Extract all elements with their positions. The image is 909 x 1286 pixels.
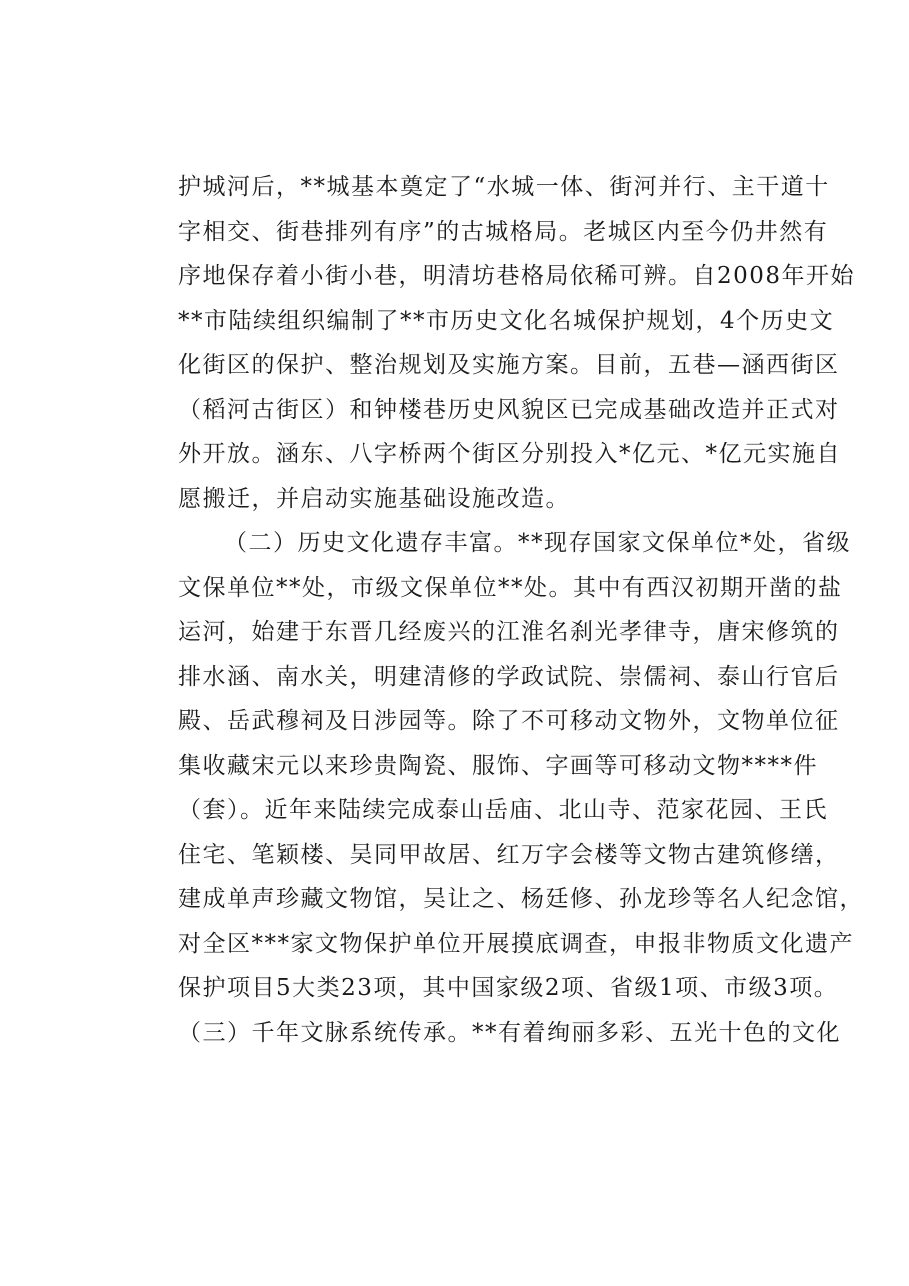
text-line: 保护项目5大类23项，其中国家级2项、省级1项、市级3项。 (178, 975, 839, 1001)
text-line: （稻河古街区）和钟楼巷历史风貌区已完成基础改造并正式对 (178, 396, 840, 423)
paragraph-heading-line: （二）历史文化遗存丰富。**现存国家文保单位*处，省级 (224, 530, 851, 556)
text-line: 护城河后，**城基本奠定了“水城一体、街河并行、主干道十 (178, 174, 830, 200)
text-line: 对全区***家文物保护单位开展摸底调查，申报非物质文化遗产 (178, 930, 854, 957)
paragraph-heading-line: （三）千年文脉系统传承。**有着绚丽多彩、五光十色的文化 (178, 1019, 841, 1046)
text-line: 字相交、街巷排列有序”的古城格局。老城区内至今仍井然有 (178, 218, 829, 245)
text-line: 愿搬迁，并启动实施基础设施改造。 (178, 485, 570, 512)
text-line: 运河，始建于东晋几经废兴的江淮名刹光孝律寺，唐宋修筑的 (178, 619, 840, 645)
text-line: 化街区的保护、整治规划及实施方案。目前，五巷—涵西街区 (178, 352, 840, 378)
text-line: 建成单声珍藏文物馆，吴让之、杨廷修、孙龙珍等名人纪念馆， (178, 886, 864, 912)
text-line: 殿、岳武穆祠及日涉园等。除了不可移动文物外，文物单位征 (178, 708, 840, 734)
body-text (178, 165, 864, 1055)
text-line: 排水涵、南水关，明建清修的学政试院、崇儒祠、泰山行官后 (178, 663, 840, 690)
text-line: 集收藏宋元以来珍贵陶瓷、服饰、字画等可移动文物****件 (178, 752, 818, 779)
text-line: 住宅、笔颖楼、吴同甲故居、红万字会楼等文物古建筑修缮， (178, 841, 840, 868)
text-line: （套）。近年来陆续完成泰山岳庙、北山寺、范家花园、王氏 (178, 797, 828, 823)
text-line: 外开放。涵东、八字桥两个街区分别投入*亿元、*亿元实施自 (178, 441, 841, 467)
text-line: **市陆续组织编制了**市历史文化名城保护规划，4个历史文 (178, 307, 835, 334)
text-line: 文保单位**处，市级文保单位**处。其中有西汉初期开凿的盐 (178, 574, 843, 601)
text-line: 序地保存着小街小巷，明清坊巷格局依稀可辨。自2008年开始 (178, 263, 856, 289)
